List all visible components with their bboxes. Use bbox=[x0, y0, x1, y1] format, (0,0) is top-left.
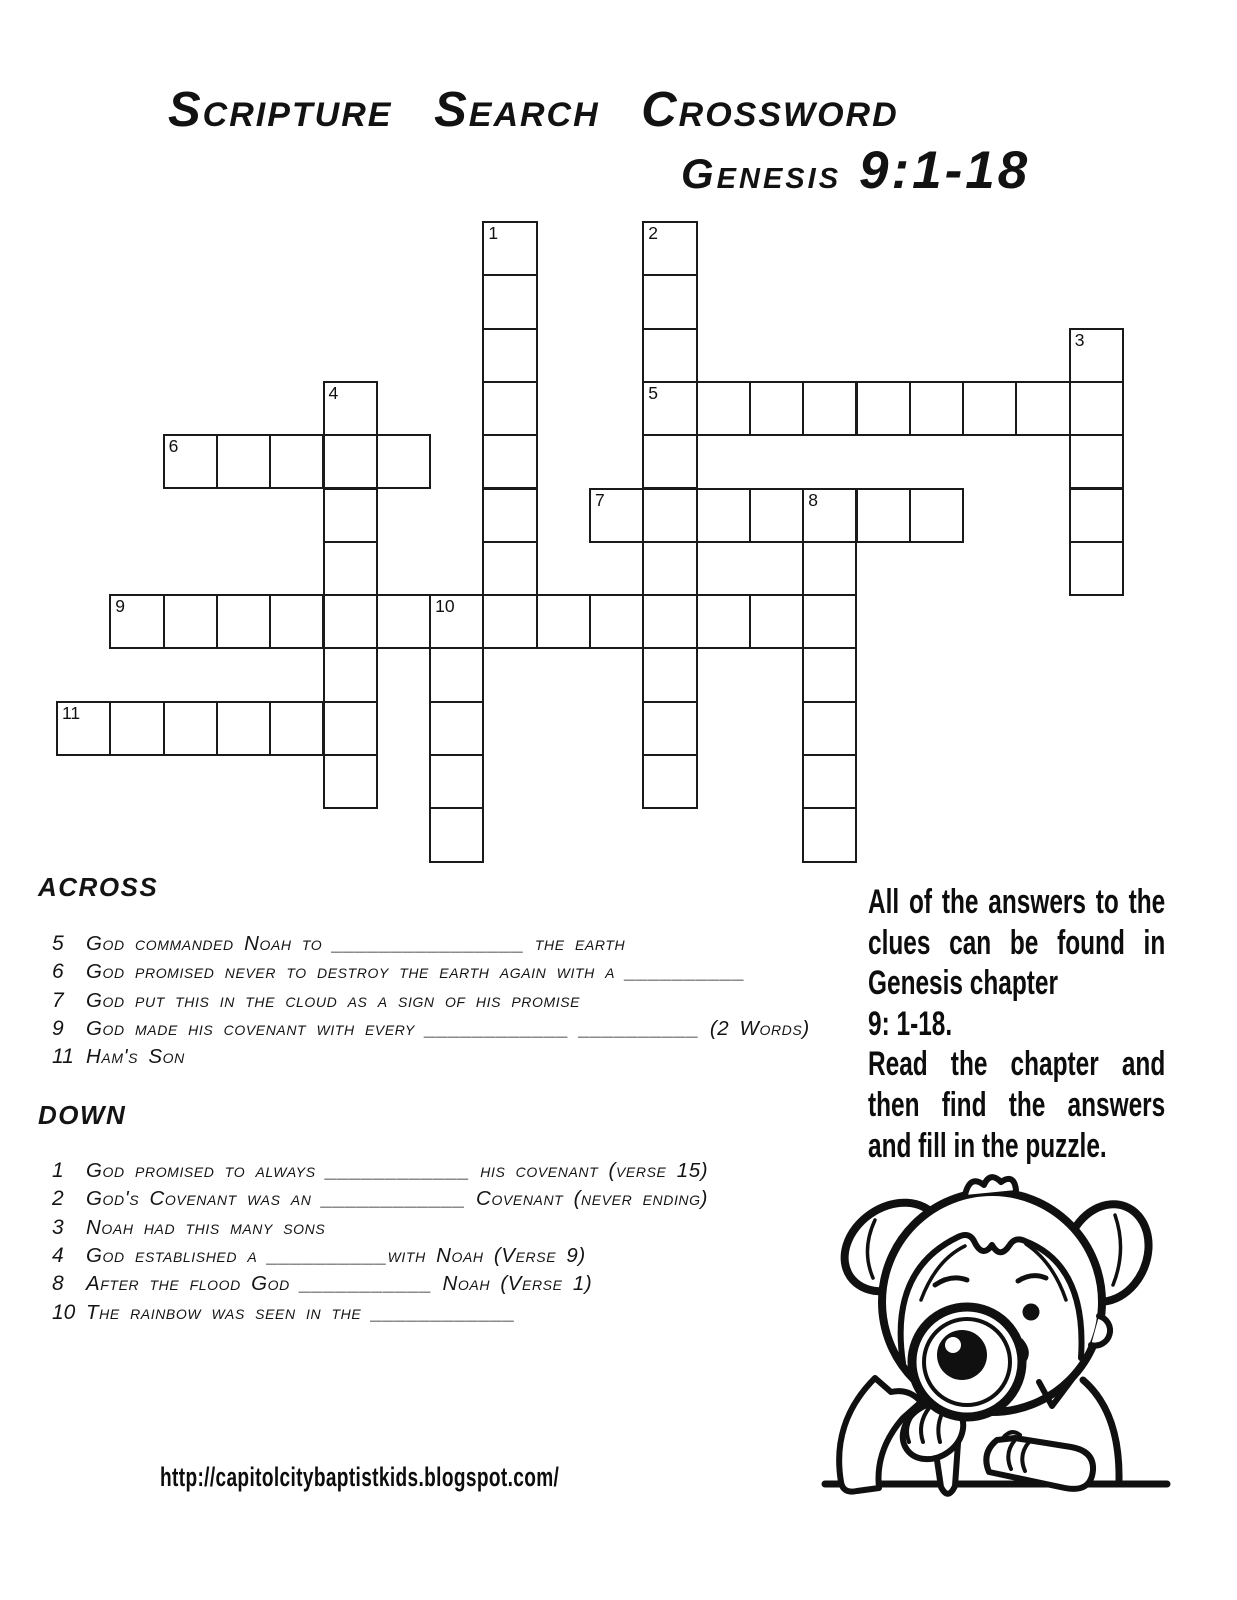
instructions-line: Genesis chapter bbox=[868, 964, 1058, 1003]
magnified-eye-pupil bbox=[937, 1330, 987, 1380]
instructions-paragraph bbox=[868, 882, 1165, 1166]
clue-number: 1 bbox=[52, 1159, 64, 1182]
grid-cell[interactable] bbox=[482, 221, 537, 276]
across-clue-9 bbox=[52, 1017, 867, 1045]
grid-cell[interactable] bbox=[642, 434, 697, 489]
clue-number: 3 bbox=[52, 1215, 64, 1239]
grid-cell[interactable] bbox=[802, 754, 857, 809]
grid-cell[interactable] bbox=[536, 594, 591, 649]
grid-cell[interactable] bbox=[323, 381, 378, 436]
grid-cell[interactable] bbox=[856, 381, 911, 436]
subtitle-reference: 9:1-18 bbox=[859, 141, 1031, 200]
grid-cell[interactable] bbox=[589, 594, 644, 649]
clue-number: 9 bbox=[52, 1016, 64, 1040]
grid-cell[interactable] bbox=[696, 594, 751, 649]
grid-cell[interactable] bbox=[216, 701, 271, 756]
grid-cell[interactable] bbox=[642, 221, 697, 276]
down-heading: DOWN bbox=[38, 1100, 127, 1130]
clue-number: 10 bbox=[52, 1300, 76, 1324]
grid-cell[interactable] bbox=[749, 594, 804, 649]
page-title: Scripture Search Crossword bbox=[168, 83, 899, 137]
grid-cell[interactable] bbox=[482, 328, 537, 383]
grid-cell[interactable] bbox=[429, 647, 484, 702]
clue-number: 7 bbox=[52, 988, 64, 1012]
grid-cell[interactable] bbox=[1069, 541, 1124, 596]
footer-url: http://capitolcitybaptistkids.blogspot.com/ bbox=[160, 1462, 560, 1492]
grid-cell[interactable] bbox=[216, 594, 271, 649]
grid-cell[interactable] bbox=[429, 754, 484, 809]
clue-text: Ham's Son bbox=[86, 1045, 185, 1069]
clue-number: 2 bbox=[52, 1187, 64, 1211]
grid-cell[interactable] bbox=[1069, 488, 1124, 543]
across-heading: ACROSS bbox=[38, 872, 159, 902]
instructions-line: All of the answers to the bbox=[868, 883, 1166, 921]
grid-cell[interactable] bbox=[376, 594, 431, 649]
grid-cell[interactable] bbox=[642, 328, 697, 383]
grid-cell[interactable] bbox=[589, 488, 644, 543]
cell-number: 6 bbox=[168, 436, 179, 457]
clue-number: 8 bbox=[52, 1272, 64, 1296]
grid-cell[interactable] bbox=[216, 434, 271, 489]
grid-cell[interactable] bbox=[269, 434, 324, 489]
down-clue-1 bbox=[52, 1159, 867, 1187]
instructions-line: and fill in the puzzle. bbox=[868, 1126, 1107, 1165]
pupil-highlight bbox=[945, 1337, 961, 1353]
grid-cell[interactable] bbox=[696, 488, 751, 543]
clue-number: 4 bbox=[52, 1243, 64, 1267]
grid-cell[interactable] bbox=[323, 754, 378, 809]
grid-cell[interactable] bbox=[376, 434, 431, 489]
subtitle-book: Genesis bbox=[681, 150, 842, 197]
cell-number: 5 bbox=[648, 382, 659, 403]
cell-number: 11 bbox=[62, 702, 81, 723]
down-clue-8 bbox=[52, 1272, 867, 1300]
grid-cell[interactable] bbox=[323, 594, 378, 649]
grid-cell[interactable] bbox=[1015, 381, 1070, 436]
grid-cell[interactable] bbox=[323, 488, 378, 543]
grid-cell[interactable] bbox=[909, 381, 964, 436]
grid-cell[interactable] bbox=[642, 594, 697, 649]
grid-cell[interactable] bbox=[802, 594, 857, 649]
grid-cell[interactable] bbox=[856, 488, 911, 543]
grid-cell[interactable] bbox=[802, 701, 857, 756]
cell-number: 4 bbox=[328, 382, 339, 403]
cell-number: 3 bbox=[1074, 329, 1085, 350]
down-clue-10 bbox=[52, 1301, 867, 1329]
grid-cell[interactable] bbox=[642, 488, 697, 543]
grid-cell[interactable] bbox=[482, 594, 537, 649]
grid-cell[interactable] bbox=[323, 647, 378, 702]
grid-cell[interactable] bbox=[109, 701, 164, 756]
grid-cell[interactable] bbox=[642, 541, 697, 596]
grid-cell[interactable] bbox=[642, 274, 697, 329]
clue-text: Noah had this many sons bbox=[86, 1215, 326, 1239]
down-clue-2 bbox=[52, 1187, 867, 1215]
grid-cell[interactable] bbox=[642, 701, 697, 756]
clue-text: God's Covenant was an ____________ Covenant (never ending) bbox=[86, 1187, 709, 1211]
grid-cell[interactable] bbox=[749, 488, 804, 543]
clue-text: God promised to always ____________ his covenant (verse 15) bbox=[86, 1159, 709, 1182]
clue-text: God promised never to destroy the earth again with a __________ bbox=[86, 960, 746, 984]
grid-cell[interactable] bbox=[749, 381, 804, 436]
grid-cell[interactable] bbox=[429, 701, 484, 756]
grid-cell[interactable] bbox=[482, 488, 537, 543]
grid-cell[interactable] bbox=[429, 594, 484, 649]
clue-number: 11 bbox=[52, 1045, 74, 1069]
grid-cell[interactable] bbox=[269, 701, 324, 756]
grid-cell[interactable] bbox=[163, 434, 218, 489]
grid-cell[interactable] bbox=[1069, 434, 1124, 489]
grid-cell[interactable] bbox=[482, 381, 537, 436]
instructions-line: then find the answers bbox=[868, 1085, 1166, 1124]
cell-number: 8 bbox=[808, 489, 818, 510]
grid-cell[interactable] bbox=[323, 541, 378, 596]
grid-cell[interactable] bbox=[802, 541, 857, 596]
cell-number: 2 bbox=[648, 223, 659, 243]
grid-cell[interactable] bbox=[323, 701, 378, 756]
down-clue-4 bbox=[52, 1244, 867, 1272]
grid-cell[interactable] bbox=[642, 754, 697, 809]
grid-cell[interactable] bbox=[163, 701, 218, 756]
grid-cell[interactable] bbox=[962, 381, 1017, 436]
grid-cell[interactable] bbox=[1069, 328, 1124, 383]
grid-cell[interactable] bbox=[802, 807, 857, 862]
grid-cell[interactable] bbox=[1069, 381, 1124, 436]
instructions-line: clues can be found in bbox=[868, 923, 1166, 962]
right-eye bbox=[1023, 1304, 1040, 1321]
clue-text: God put this in the cloud as a sign of his promise bbox=[86, 988, 581, 1012]
down-clue-3 bbox=[52, 1216, 867, 1244]
grid-cell[interactable] bbox=[802, 381, 857, 436]
grid-cell[interactable] bbox=[429, 807, 484, 862]
across-clue-7 bbox=[52, 989, 867, 1017]
grid-cell[interactable] bbox=[909, 488, 964, 543]
down-clue-list bbox=[52, 1159, 867, 1329]
instructions-line: 9: 1-18. bbox=[868, 1004, 953, 1043]
grid-cell[interactable] bbox=[269, 594, 324, 649]
clue-text: God commanded Noah to ________________ the earth bbox=[86, 932, 626, 955]
grid-cell[interactable] bbox=[163, 594, 218, 649]
clue-text: After the flood God ___________ Noah (Verse 1) bbox=[86, 1272, 593, 1296]
clue-text: The rainbow was seen in the ____________ bbox=[86, 1300, 516, 1324]
grid-cell[interactable] bbox=[642, 381, 697, 436]
grid-cell[interactable] bbox=[802, 488, 857, 543]
across-clue-list bbox=[52, 932, 867, 1074]
cell-number: 7 bbox=[595, 489, 605, 510]
grid-cell[interactable] bbox=[482, 274, 537, 329]
grid-cell[interactable] bbox=[642, 647, 697, 702]
grid-cell[interactable] bbox=[323, 434, 378, 489]
clue-number: 6 bbox=[52, 960, 64, 984]
cell-number: 9 bbox=[115, 596, 126, 617]
grid-cell[interactable] bbox=[482, 434, 537, 489]
across-clue-11 bbox=[52, 1045, 867, 1073]
girl-with-magnifying-glass-illustration bbox=[815, 1150, 1175, 1502]
clue-number: 5 bbox=[52, 932, 64, 955]
instructions-line: Read the chapter and bbox=[868, 1045, 1166, 1084]
grid-cell[interactable] bbox=[482, 541, 537, 596]
clue-text: God established a __________with Noah (Verse 9) bbox=[86, 1243, 586, 1267]
grid-cell[interactable] bbox=[56, 701, 111, 756]
across-clue-5 bbox=[52, 932, 867, 960]
cell-number: 1 bbox=[488, 223, 499, 243]
cell-number: 10 bbox=[435, 596, 455, 617]
clue-text: God made his covenant with every ____________ __________ (2 Words) bbox=[86, 1016, 810, 1040]
across-clue-6 bbox=[52, 960, 867, 988]
grid-cell[interactable] bbox=[109, 594, 164, 649]
grid-cell[interactable] bbox=[696, 381, 751, 436]
grid-cell[interactable] bbox=[802, 647, 857, 702]
